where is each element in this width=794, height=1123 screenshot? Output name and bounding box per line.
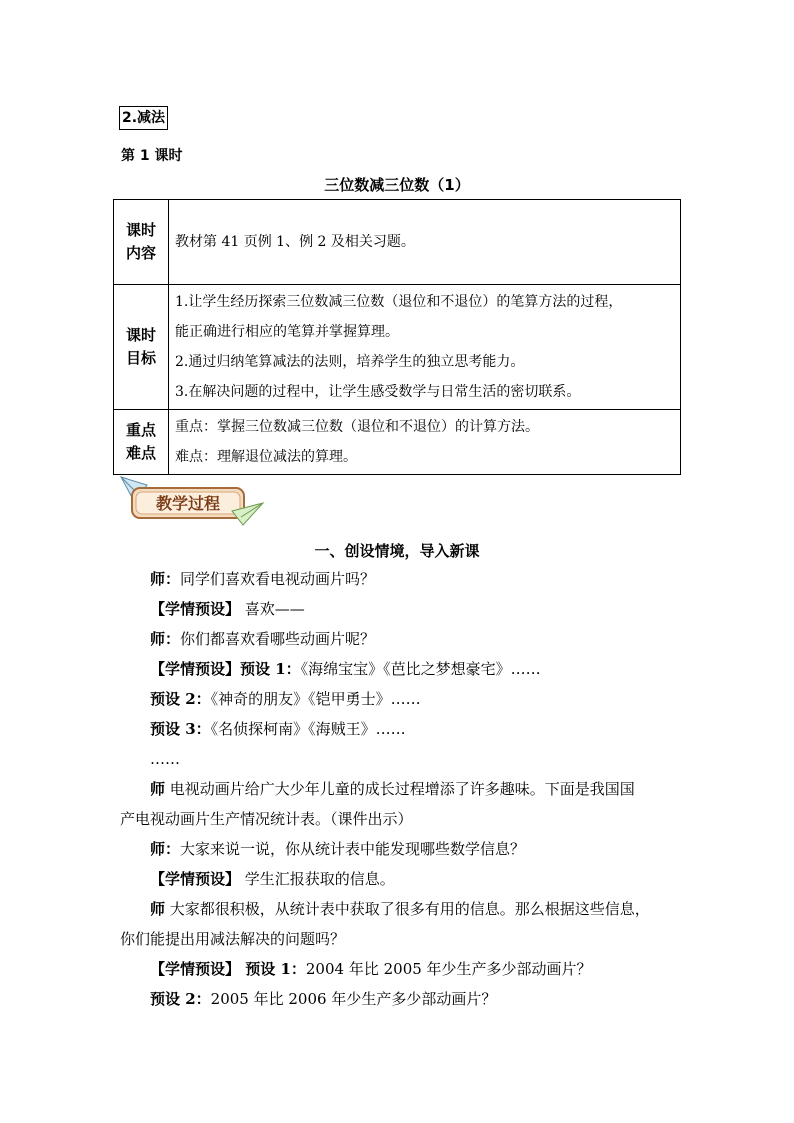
lesson-number: 第 1 课时 <box>121 148 183 164</box>
body-line: …… <box>150 750 180 768</box>
content-text: 教材第 41 页例 1、例 2 及相关习题。 <box>175 234 415 250</box>
badge-text: 教学过程 <box>155 494 221 513</box>
body-line: 师：你们都喜欢看哪些动画片呢？ <box>150 630 376 648</box>
key-cell <box>169 410 681 475</box>
table-row <box>114 200 681 285</box>
goals-cell <box>169 285 681 410</box>
content-label: 课时 内容 <box>114 200 169 285</box>
body-line: 预设 3：《名侦探柯南》《海贼王》…… <box>150 720 406 738</box>
body-line: 【学情预设】 喜欢—— <box>150 600 305 618</box>
body-line: 【学情预设】 预设 1：2004 年比 2005 年少生产多少部动画片？ <box>150 960 592 978</box>
key-point: 重点：掌握三位数减三位数（退位和不退位）的计算方法。 <box>175 419 539 435</box>
goal-line: 能正确进行相应的笔算并掌握算理。 <box>175 324 399 340</box>
body-line: 师 电视动画片给广大少年儿童的成长过程增添了许多趣味。下面是我国国 <box>150 780 635 798</box>
body-line: 你们能提出用减法解决的问题吗？ <box>120 930 346 948</box>
content-cell <box>169 200 681 285</box>
body-line: 预设 2：2005 年比 2006 年少生产多少部动画片？ <box>150 990 497 1008</box>
goals-label: 课时 目标 <box>114 285 169 410</box>
body-line: 师：大家来说一说，你从统计表中能发现哪些数学信息？ <box>150 840 526 858</box>
body-line: 【学情预设】预设 1：《海绵宝宝》《芭比之梦想豪宅》…… <box>150 660 541 678</box>
goal-line: 2.通过归纳笔算减法的法则，培养学生的独立思考能力。 <box>175 354 525 370</box>
difficulty: 难点：理解退位减法的算理。 <box>175 449 357 465</box>
goal-line: 3.在解决问题的过程中，让学生感受数学与日常生活的密切联系。 <box>175 384 581 400</box>
body-line: 产电视动画片生产情况统计表。（课件出示） <box>120 810 413 828</box>
goal-line: 1.让学生经历探索三位数减三位数（退位和不退位）的笔算方法的过程， <box>175 294 623 310</box>
key-label: 重点 难点 <box>114 410 169 475</box>
body-line: 【学情预设】 学生汇报获取的信息。 <box>150 870 395 888</box>
lesson-body <box>120 564 680 1014</box>
body-line: 预设 2：《神奇的朋友》《铠甲勇士》…… <box>150 690 421 708</box>
body-line: 师：同学们喜欢看电视动画片吗？ <box>150 570 376 588</box>
table-row <box>114 410 681 475</box>
section-title: 2.减法 <box>119 106 168 130</box>
lesson-plan-table <box>113 199 681 475</box>
lesson-title: 三位数减三位数（1） <box>324 176 470 194</box>
table-row <box>114 285 681 410</box>
teaching-process-badge <box>117 473 267 528</box>
body-line: 师 大家都很积极，从统计表中获取了很多有用的信息。那么根据这些信息， <box>150 900 650 918</box>
section-heading: 一、创设情境，导入新课 <box>314 542 480 560</box>
